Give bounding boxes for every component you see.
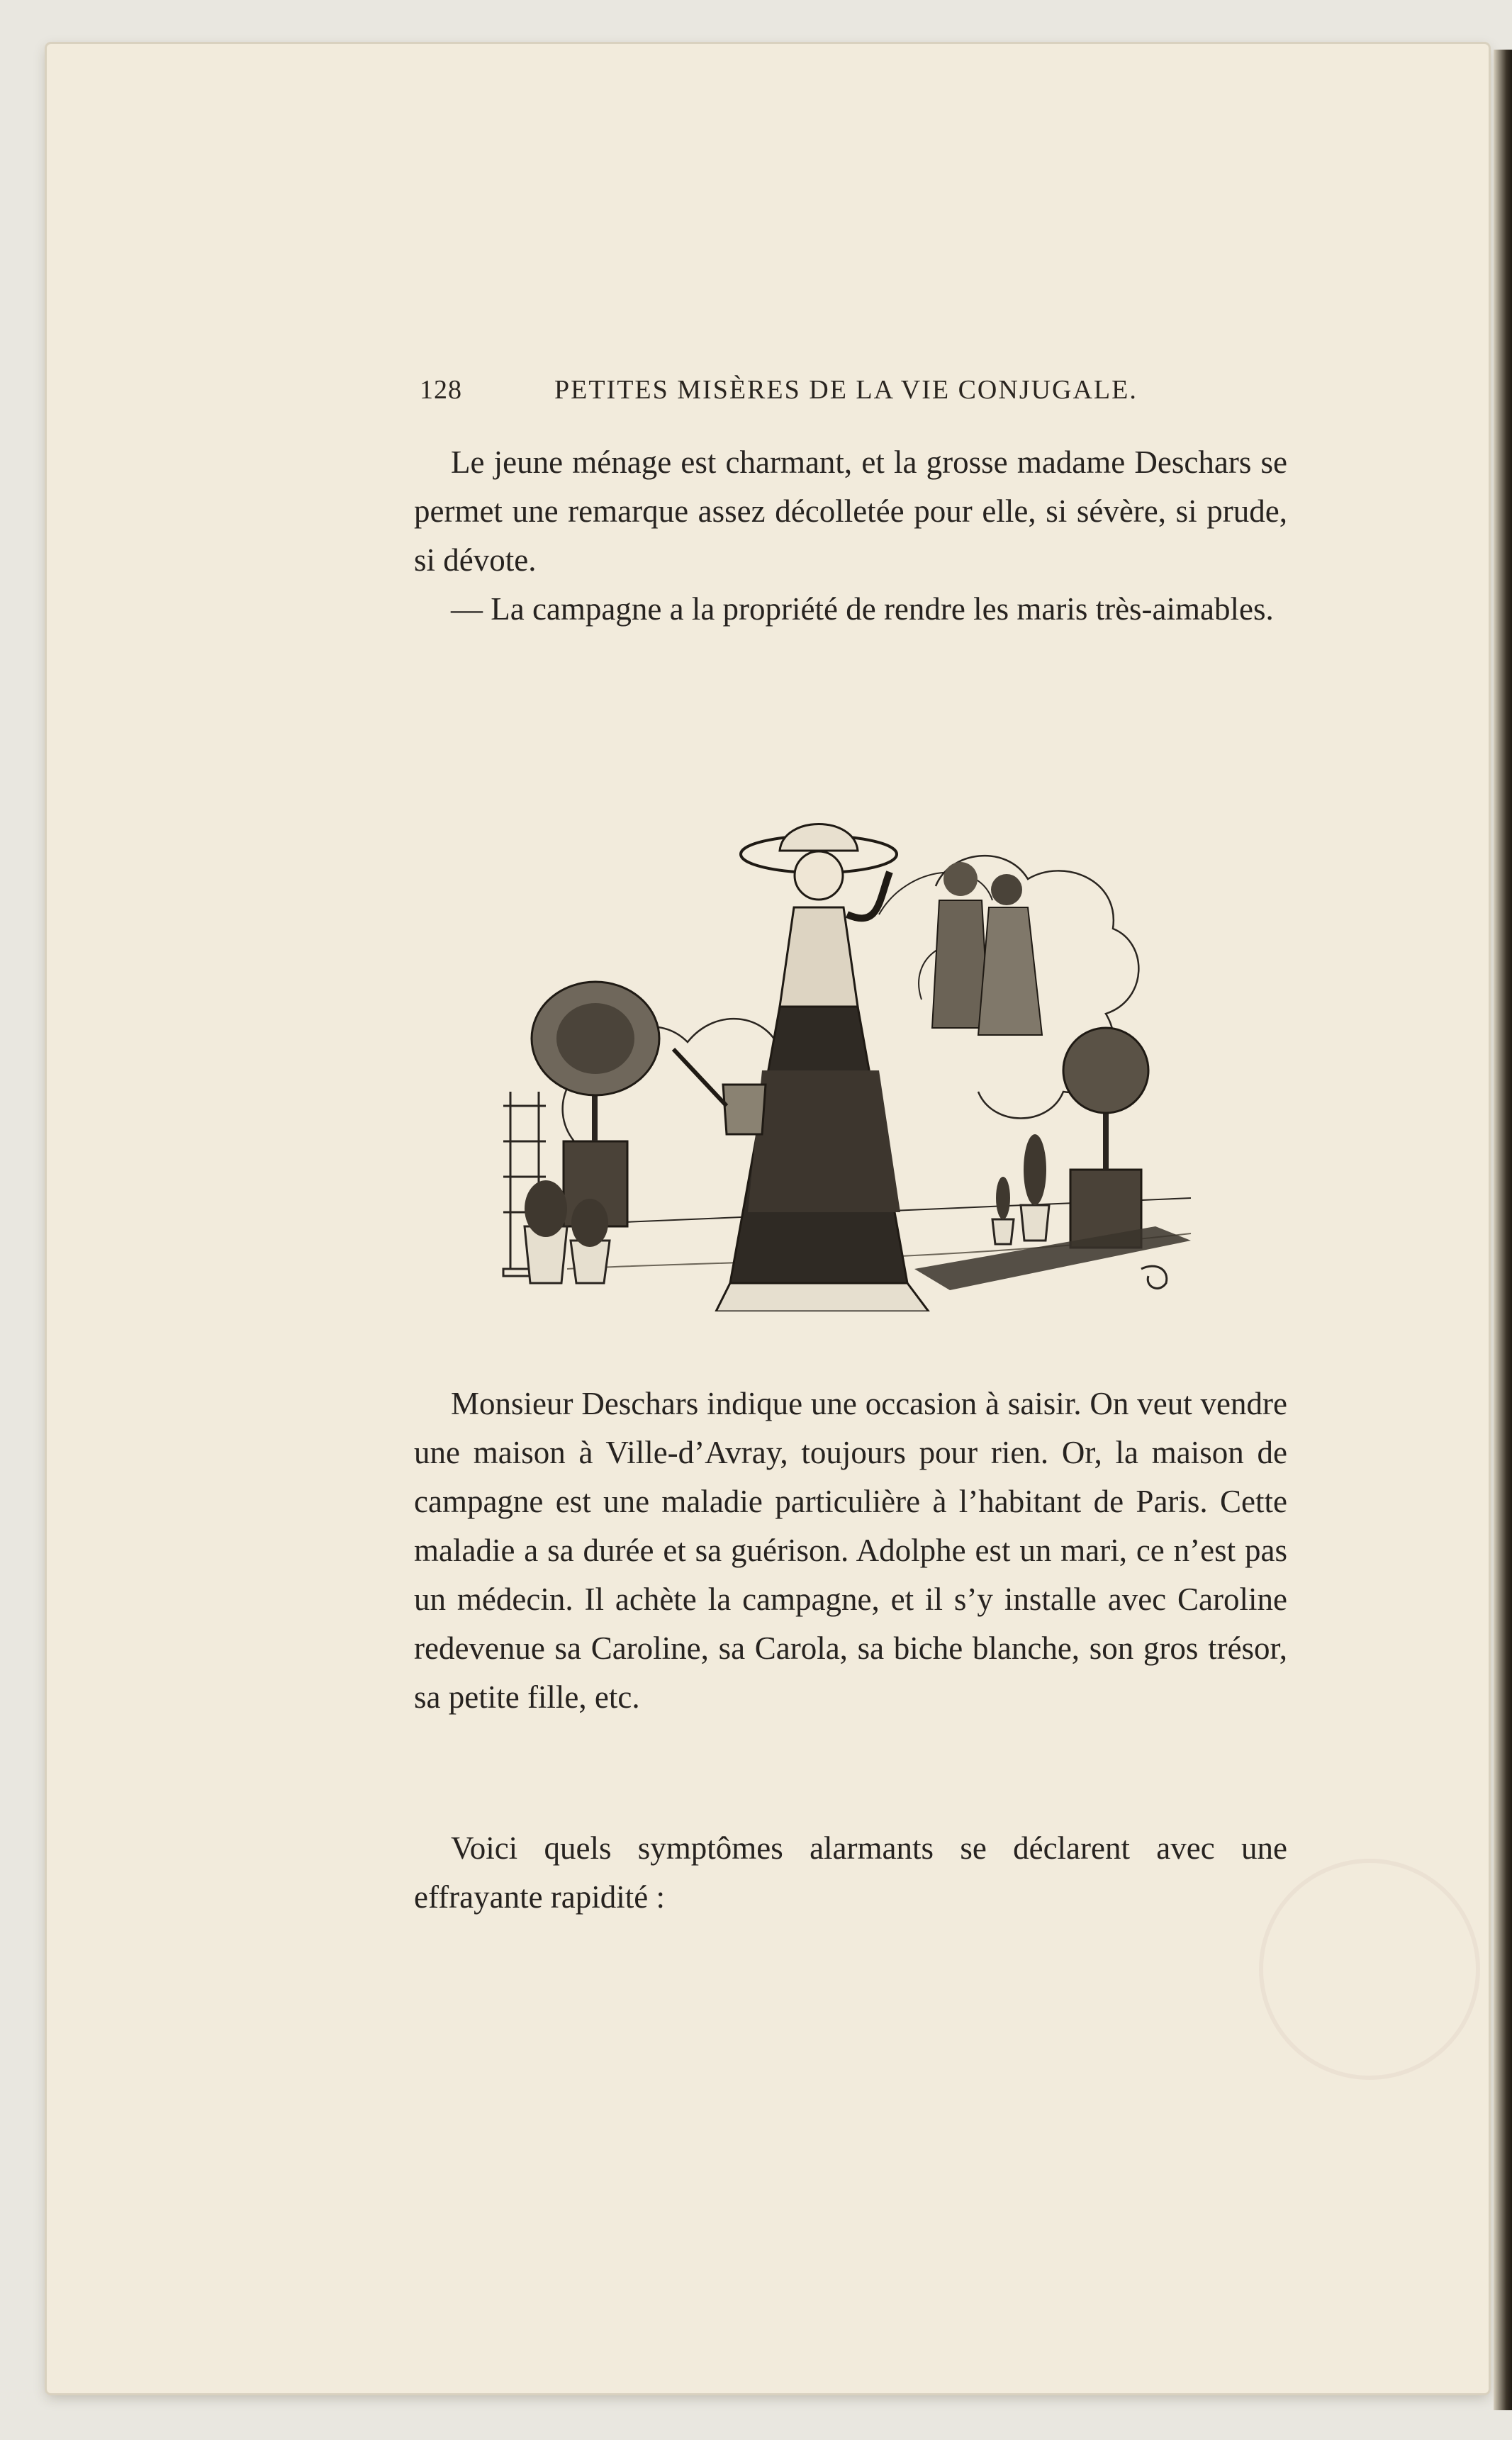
- paragraph: Voici quels symptômes alarmants se déclarent avec une effrayante rapidité :: [414, 1830, 1287, 1915]
- engraving-illustration: [482, 773, 1226, 1311]
- text-block-end: [414, 1824, 1287, 1922]
- paragraph: Le jeune ménage est charmant, et la grosse madame Deschars se permet une remarque assez décolletée pour elle, si sévère, si prude, si dévote.: [414, 444, 1287, 578]
- running-title: PETITES MISÈRES DE LA VIE CONJUGALE.: [554, 375, 1138, 405]
- potted-tree-right: [1063, 1028, 1148, 1248]
- text-block-middle: [414, 1380, 1287, 1722]
- paragraph: Monsieur Deschars indique une occasion à saisir. On veut vendre une maison à Ville-d’Avray, toujours pour rien. Or, la maison de campagne est une maladie particulière à l’habitant de Paris. Cette maladie a sa durée et sa guérison. Adolphe est un mari, ce n’est pas un médecin. Il achète la campagne, et il s’y installe avec Caroline redevenue sa Caroline, sa Carola, sa biche blanche, son gros trésor, sa petite fille, etc.: [414, 1386, 1287, 1715]
- paragraph: — La campagne a la propriété de rendre les maris très-aimables.: [451, 591, 1274, 627]
- woman-figure: [673, 824, 929, 1312]
- couple-figures: [932, 862, 1042, 1035]
- page-number: 128: [420, 375, 462, 405]
- stamp-bleed-through: [1259, 1859, 1480, 2080]
- text-block-top: [414, 438, 1287, 634]
- book-spine-edge: [1494, 50, 1512, 2410]
